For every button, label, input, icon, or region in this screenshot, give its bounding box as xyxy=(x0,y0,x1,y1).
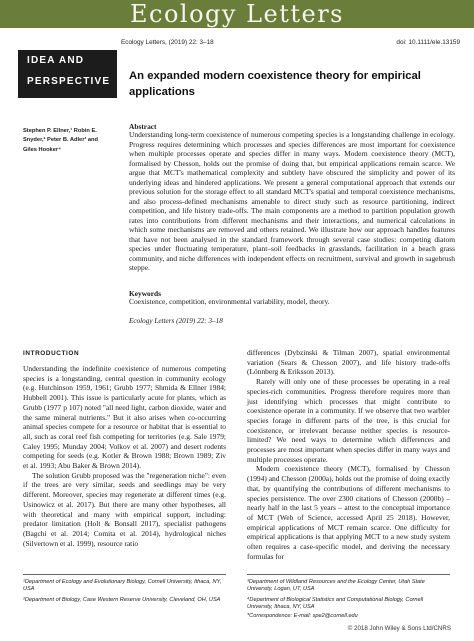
author-line: Stephen P. Ellner,¹ Robin E. xyxy=(23,128,97,134)
author-list xyxy=(23,127,125,155)
introduction-heading: INTRODUCTION xyxy=(23,350,80,357)
journal-title: Ecology Letters xyxy=(129,0,344,28)
footnote-affiliation-1: ¹Department of Ecology and Evolutionary Biology, Cornell University, Ithaca, NY, USA xyxy=(23,579,222,593)
footnote-divider-left xyxy=(23,574,226,575)
footnote-affiliation-4: ⁴Department of Biological Statistics and Computational Biology, Cornell University, Ithaca, NY, USA xyxy=(247,597,424,611)
doi-link[interactable]: doi: 10.1111/ele.13159 xyxy=(396,39,460,46)
journal-masthead xyxy=(0,0,474,28)
author-line: Giles Hooker⁴ xyxy=(23,146,61,153)
footnote-affiliation-3: ³Department of Wildland Resources and the Ecology Center, Utah State University, Logan, UT, USA xyxy=(247,579,425,593)
intro-paragraph-3: differences (Dybzinski & Tilman 2007), spatial environmental variation (Sears & Chesson 2007), and life history trade-offs (Lönnberg & Eriksson 2013). xyxy=(247,348,450,377)
intro-paragraph-1: Understanding the indefinite coexistence of numerous competing species is a longstanding, central question in community ecology (e.g. Hutchinson 1959, 1961; Grubb 1977; Shmida & Ellner 1984; Hubbell 2001). This issue is particularly acute for plants, which as Grubb (1977 p 107) noted "all need light, carbon dioxide, water and the same mineral nutrients." But it also arises when co-occurring animal species compete for a resource or habitat that is essential to all, such as coral reef fish competing for territories (e.g. Sale 1979; Caley 1995; Munday 2004; Volkov et al. 2007) and desert rodents competing for seeds (e.g. Kotler & Brown 1988; Brown 1989; Ziv et al. 1993; Abu Baker & Brown 2014). xyxy=(23,364,226,471)
keywords-heading: Keywords xyxy=(129,289,162,298)
intro-paragraph-2: The solution Grubb proposed was the "regeneration niche": even if the trees are very similar, seeds and seedlings may be very different. Moreover, species may regenerate at different times (e.g. Usinowicz et al. 2017). But there are many other hypotheses, all with theoretical and many with empirical support, including: predator limitation (Holt & Bonsall 2017), specialist pathogens (Bagchi et al. 2014; Comita et al. 2014), hydrological niches (Silvertown et al. 1999), resource ratio xyxy=(23,470,226,548)
footer-citation: Ecology Letters (2019) 22: 3–18 xyxy=(129,317,223,325)
copyright-notice: © 2018 John Wiley & Sons Ltd/CNRS xyxy=(347,625,451,632)
keywords-text: Coexistence, competition, environmental variability, model, theory. xyxy=(129,297,330,306)
correspondence-email[interactable]: *Correspondence: E-mail: spe2@cornell.edu xyxy=(247,613,358,619)
author-line: Snyder,² Peter B. Adler³ and xyxy=(23,137,99,144)
intro-paragraph-4: Rarely will only one of these processes be operating in a real species-rich communities. Progress therefore requires more than just identifying which processes that might contribute to coexistence operate in a community. If we observe that two warbler species forage in different parts of the tree, is this crucial for coexistence, or irrelevant because neither species is resource-limited? We need ways to determine which differences and processes are most important when species differ in many ways and multiple processes operate. xyxy=(247,377,450,464)
abstract-text: Understanding long-term coexistence of numerous competing species is a longstanding challenge in ecology. Progress requires determining which processes and species differences are most important for coexistence when multiple processes operate and species differ in many ways. Modern coexistence theory (MCT), formalised by Chesson, holds out the promise of doing that, but empirical applications remain scarce. We argue that MCT's mathematical complexity and subtlety have obscured the simplicity and power of its underlying ideas and hindered applications. We present a general computational approach that extends our previous solution for the storage effect to all standard MCT's spatial and temporal coexistence mechanisms, and also process-defined mechanisms amenable to direct study such as resource partitioning, indirect competition, and life history trade-offs. The main components are a method to partition population growth rates into contributions from different mechanisms and their interactions, and numerical calculations in which some mechanisms are removed and others retained. We illustrate how our approach handles features that have not been analysed in the standard framework through several case studies: competing diatom species under fluctuating temperature, plant–soil feedbacks in grasslands, facilitation in a beach grass community, and niche differences with independent effects on recruitment, survival and growth in sagebrush steppe. xyxy=(129,130,455,272)
footnote-affiliation-2: ²Department of Biology, Case Western Reserve University, Cleveland, OH, USA xyxy=(23,597,221,603)
footnote-divider-right xyxy=(247,574,450,575)
article-type-line-1: IDEA AND xyxy=(27,55,85,66)
abstract-heading: Abstract xyxy=(129,122,157,131)
article-title: An expanded modern coexistence theory for empirical applications xyxy=(129,70,421,98)
left-text-column xyxy=(23,364,226,548)
right-text-column xyxy=(247,348,450,561)
header-citation: Ecology Letters, (2019) 22: 3–18 xyxy=(121,39,214,46)
article-type-box xyxy=(18,50,117,98)
intro-paragraph-5: Modern coexistence theory (MCT), formalised by Chesson (1994) and Chesson (2000a), holds out the promise of doing exactly that, by quantifying the contributions of different mechanisms to species persistence. The over 2300 citations of Chesson (2000b) – nearly half in the last 5 years – attest to the conceptual importance of MCT (Web of Science, accessed April 25 2018). However, empirical applications of MCT remain scarce. One difficulty for empirical applications is that applying MCT to a new study system often requires a case-specific model, and deriving the necessary formulas for xyxy=(247,464,450,561)
article-type-line-2: PERSPECTIVE xyxy=(27,76,111,87)
